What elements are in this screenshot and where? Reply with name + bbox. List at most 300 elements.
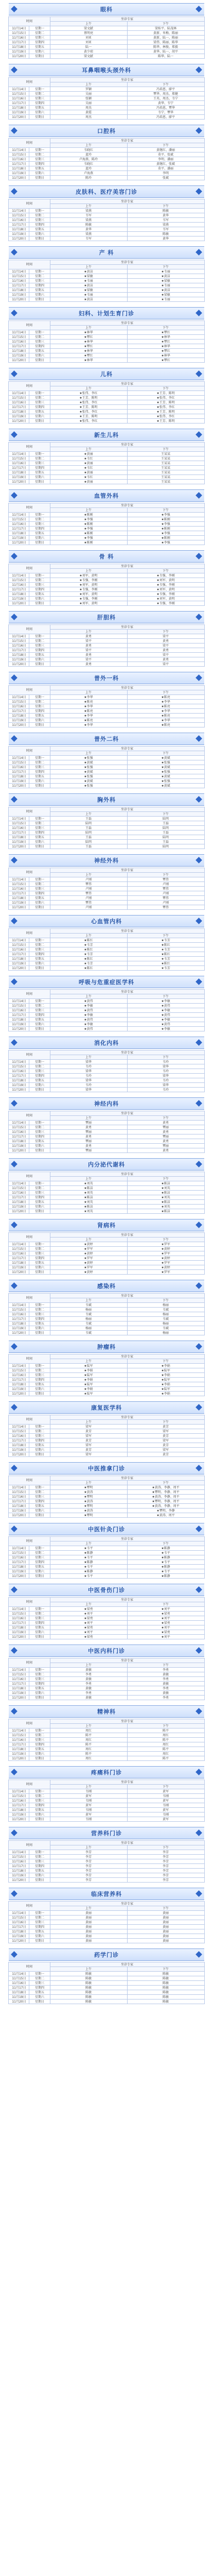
morning-expert-cell: ★黄伟 bbox=[50, 999, 127, 1004]
afternoon-expert-cell: ★韦丽 bbox=[127, 297, 204, 302]
date-cell: 11月16日 bbox=[9, 704, 29, 709]
weekday-cell: 星期三 bbox=[29, 1373, 50, 1378]
table-row bbox=[9, 1452, 204, 1457]
afternoon-expert-cell: 陈敏 bbox=[127, 232, 204, 236]
afternoon-expert-cell: ★梁敏 bbox=[127, 279, 204, 283]
weekday-cell: 星期日 bbox=[29, 540, 50, 545]
expert-column-header: 坐诊专家 bbox=[50, 1354, 204, 1359]
weekday-cell: 星期一 bbox=[29, 1668, 50, 1672]
table-row bbox=[9, 1434, 204, 1438]
date-cell: 11月17日 bbox=[9, 1013, 29, 1018]
morning-expert-cell: 李芳 bbox=[50, 1864, 127, 1869]
morning-expert-cell: 蔡明亮 bbox=[50, 31, 127, 36]
morning-expert-cell: ★张伟、李红 bbox=[50, 410, 127, 414]
afternoon-expert-cell: 韦玲 bbox=[127, 1078, 204, 1083]
morning-expert-cell: 黄芳 bbox=[50, 1438, 127, 1443]
morning-expert-cell: 韦斌 bbox=[50, 1321, 127, 1326]
department-title: 精神科 bbox=[9, 1705, 204, 1718]
department-title: 产 科 bbox=[9, 246, 204, 259]
morning-header: 上午 bbox=[50, 22, 127, 26]
afternoon-expert-cell: ★覃明、李静、周平 bbox=[127, 1499, 204, 1504]
afternoon-expert-cell: 覃伟 bbox=[127, 905, 204, 910]
header-row bbox=[9, 868, 204, 873]
date-cell: 11月20日 bbox=[9, 236, 29, 241]
morning-expert-cell: ★林华 bbox=[50, 330, 127, 335]
date-cell: 11月16日 bbox=[9, 218, 29, 223]
date-cell: 11月19日 bbox=[9, 657, 29, 662]
date-column-header: 时间 bbox=[9, 625, 50, 634]
schedule-table bbox=[8, 1719, 204, 1761]
table-row bbox=[9, 1265, 204, 1270]
morning-expert-cell: 陈敏 bbox=[50, 1976, 127, 1981]
morning-expert-cell: 覃丽 bbox=[50, 1139, 127, 1144]
date-cell: 11月16日 bbox=[9, 1495, 29, 1499]
table-row bbox=[9, 784, 204, 788]
table-row bbox=[9, 1859, 204, 1864]
weekday-cell: 星期四 bbox=[29, 952, 50, 957]
date-cell: 11月16日 bbox=[9, 1616, 29, 1621]
weekday-cell: 星期六 bbox=[29, 657, 50, 662]
weekday-cell: 星期六 bbox=[29, 232, 50, 236]
department-title: 肝胆科 bbox=[9, 611, 204, 623]
weekday-cell: 星期二 bbox=[29, 31, 50, 36]
date-cell: 11月14日 bbox=[9, 87, 29, 92]
date-cell: 11月20日 bbox=[9, 1452, 29, 1457]
schedule-table bbox=[8, 1293, 204, 1335]
date-cell: 11月15日 bbox=[9, 213, 29, 218]
afternoon-expert-cell: 黄丽 bbox=[127, 1934, 204, 1939]
morning-header: 上午 bbox=[50, 690, 127, 695]
date-cell: 11月18日 bbox=[9, 45, 29, 49]
date-cell: 11月19日 bbox=[9, 475, 29, 480]
weekday-cell: 星期日 bbox=[29, 1392, 50, 1396]
weekday-cell: 星期六 bbox=[29, 1265, 50, 1270]
date-cell: 11月14日 bbox=[9, 1121, 29, 1125]
morning-expert-cell: 梁军 bbox=[50, 1443, 127, 1448]
weekday-cell: 星期五 bbox=[29, 227, 50, 232]
date-cell: 11月20日 bbox=[9, 784, 29, 788]
afternoon-expert-cell: ★刘军、黄明 bbox=[127, 587, 204, 592]
afternoon-expert-cell: 黄丽 bbox=[127, 1929, 204, 1934]
weekday-cell: 星期一 bbox=[29, 1485, 50, 1490]
morning-expert-cell: ★李华 bbox=[50, 704, 127, 709]
schedule-table bbox=[8, 564, 204, 606]
date-cell: 11月14日 bbox=[9, 1972, 29, 1976]
afternoon-expert-cell: 王某某 bbox=[127, 456, 204, 461]
weekday-cell: 星期日 bbox=[29, 1878, 50, 1883]
department-title: 胸外科 bbox=[9, 793, 204, 806]
weekday-cell: 星期五 bbox=[29, 1018, 50, 1022]
weekday-cell: 星期日 bbox=[29, 905, 50, 910]
morning-expert-cell: ★黄丽 bbox=[50, 461, 127, 466]
morning-expert-cell: ★张伟、李红 bbox=[50, 400, 127, 405]
morning-expert-cell: ★陈静 bbox=[50, 1551, 127, 1555]
table-row bbox=[9, 1448, 204, 1452]
morning-expert-cell: ★韦红 bbox=[50, 475, 127, 480]
table-row bbox=[9, 573, 204, 578]
table-row bbox=[9, 835, 204, 840]
schedule-table bbox=[8, 16, 204, 59]
table-row bbox=[9, 634, 204, 639]
afternoon-expert-cell: ★刘英 bbox=[127, 1195, 204, 1200]
date-cell: 11月17日 bbox=[9, 770, 29, 774]
table-row bbox=[9, 882, 204, 887]
department-title: 康复医学科 bbox=[9, 1401, 204, 1414]
table-row bbox=[9, 779, 204, 784]
table-row bbox=[9, 1499, 204, 1504]
morning-header: 上午 bbox=[50, 204, 127, 209]
afternoon-expert-cell: 陈敏 bbox=[127, 1972, 204, 1976]
date-cell: 11月20日 bbox=[9, 1027, 29, 1031]
morning-expert-cell: ★李娟 bbox=[50, 1368, 127, 1373]
table-row bbox=[9, 1574, 204, 1579]
afternoon-expert-cell: 冯培恩、廖平 bbox=[127, 115, 204, 120]
table-row bbox=[9, 1920, 204, 1925]
date-cell: 11月20日 bbox=[9, 358, 29, 363]
morning-header: 上午 bbox=[50, 143, 127, 148]
date-cell: 11月14日 bbox=[9, 634, 29, 639]
afternoon-expert-cell: 梁华 bbox=[127, 1064, 204, 1069]
header-row bbox=[9, 1598, 204, 1602]
morning-expert-cell: 覃丽 bbox=[50, 1121, 127, 1125]
date-cell: 11月17日 bbox=[9, 1986, 29, 1990]
afternoon-expert-cell: 梁平 bbox=[127, 634, 204, 639]
morning-expert-cell: ★黄伟 bbox=[50, 1018, 127, 1022]
morning-expert-cell: ★王芳、陈明 bbox=[50, 414, 127, 419]
expert-column-header: 坐诊专家 bbox=[50, 1476, 204, 1481]
morning-expert-cell: ★陈红 bbox=[50, 938, 127, 943]
date-cell: 11月14日 bbox=[9, 513, 29, 517]
afternoon-expert-cell: 陈平 bbox=[127, 1738, 204, 1742]
afternoon-expert-cell: ★罗军 bbox=[127, 1261, 204, 1265]
morning-expert-cell: ★覃红 bbox=[50, 353, 127, 358]
weekday-cell: 星期二 bbox=[29, 1308, 50, 1312]
afternoon-expert-cell: 黄军 bbox=[127, 1799, 204, 1803]
table-row bbox=[9, 1326, 204, 1331]
morning-expert-cell: ★黄洁 bbox=[50, 269, 127, 274]
afternoon-expert-cell: ★李敏 bbox=[127, 999, 204, 1004]
weekday-cell: 星期二 bbox=[29, 1672, 50, 1677]
date-cell: 11月20日 bbox=[9, 540, 29, 545]
weekday-cell: 星期一 bbox=[29, 1181, 50, 1186]
morning-expert-cell: ★覃红 bbox=[50, 344, 127, 349]
date-cell: 11月15日 bbox=[9, 760, 29, 765]
table-row bbox=[9, 1808, 204, 1812]
weekday-cell: 星期三 bbox=[29, 400, 50, 405]
date-column-header: 时间 bbox=[9, 443, 50, 452]
morning-expert-cell: 梁华 bbox=[50, 1069, 127, 1074]
afternoon-expert-cell: 陈敏 bbox=[127, 209, 204, 213]
weekday-cell: 星期二 bbox=[29, 152, 50, 157]
afternoon-expert-cell: ★韦芳 bbox=[127, 966, 204, 971]
weekday-cell: 星期四 bbox=[29, 1925, 50, 1929]
afternoon-expert-cell: 梁华 bbox=[127, 1074, 204, 1078]
afternoon-expert-cell: ★陈静 bbox=[127, 1574, 204, 1579]
weekday-cell: 星期日 bbox=[29, 1939, 50, 1943]
afternoon-expert-cell: ★刘英 bbox=[127, 1186, 204, 1191]
morning-expert-cell: 黄军 bbox=[50, 1812, 127, 1817]
table-row bbox=[9, 1752, 204, 1756]
morning-expert-cell: ★覃明 bbox=[50, 1504, 127, 1509]
expert-column-header: 坐诊专家 bbox=[50, 1598, 204, 1602]
morning-expert-cell: 韦晓红 bbox=[50, 148, 127, 152]
weekday-cell: 星期五 bbox=[29, 166, 50, 171]
morning-header: 上午 bbox=[50, 630, 127, 634]
date-column-header: 时间 bbox=[9, 139, 50, 148]
afternoon-expert-cell: ★李娟 bbox=[127, 1382, 204, 1387]
weekday-cell: 星期四 bbox=[29, 527, 50, 531]
date-cell: 11月14日 bbox=[9, 1546, 29, 1551]
afternoon-expert-cell: ★黄婷 bbox=[127, 1256, 204, 1261]
table-row bbox=[9, 831, 204, 835]
weekday-cell: 星期二 bbox=[29, 213, 50, 218]
date-cell: 11月18日 bbox=[9, 714, 29, 718]
morning-expert-cell: ★陈亮 bbox=[50, 709, 127, 714]
date-cell: 11月19日 bbox=[9, 1387, 29, 1392]
table-row bbox=[9, 1916, 204, 1920]
morning-expert-cell: ★韦强、李刚 bbox=[50, 578, 127, 583]
morning-expert-cell: ★韦芳 bbox=[50, 961, 127, 966]
morning-header: 上午 bbox=[50, 1785, 127, 1789]
afternoon-expert-cell: ★韦芳 bbox=[127, 957, 204, 961]
morning-expert-cell: ★覃红 bbox=[50, 335, 127, 340]
afternoon-header: 下午 bbox=[127, 204, 204, 209]
afternoon-expert-cell: ★陈亮 bbox=[127, 695, 204, 700]
morning-header: 上午 bbox=[50, 812, 127, 817]
department-title: 口腔科 bbox=[9, 125, 204, 137]
morning-expert-cell: 周红 bbox=[50, 1728, 127, 1733]
weekday-cell: 星期日 bbox=[29, 176, 50, 180]
morning-expert-cell: 周红 bbox=[50, 1756, 127, 1761]
morning-expert-cell: ★黄丽 bbox=[50, 470, 127, 475]
afternoon-expert-cell: 黄华、陆一、胡平 bbox=[127, 49, 204, 54]
afternoon-expert-cell: 陈平 bbox=[127, 1756, 204, 1761]
table-row bbox=[9, 1612, 204, 1616]
header-row bbox=[9, 1415, 204, 1420]
department-title: 肾病科 bbox=[9, 1219, 204, 1231]
weekday-cell: 星期一 bbox=[29, 452, 50, 456]
afternoon-expert-cell: 梁军 bbox=[127, 1429, 204, 1434]
afternoon-expert-cell: ★陈静 bbox=[127, 1555, 204, 1560]
department-section bbox=[0, 793, 213, 849]
morning-expert-cell: ★李娟 bbox=[50, 1387, 127, 1392]
afternoon-expert-cell: 覃华、周杰、郑健 bbox=[127, 92, 204, 96]
morning-header: 上午 bbox=[50, 1055, 127, 1060]
date-cell: 11月19日 bbox=[9, 1448, 29, 1452]
table-row bbox=[9, 353, 204, 358]
table-row bbox=[9, 1607, 204, 1612]
afternoon-expert-cell: 卢刚 bbox=[127, 882, 204, 887]
afternoon-header: 下午 bbox=[127, 873, 204, 877]
table-row bbox=[9, 840, 204, 844]
afternoon-expert-cell: ★刘平 bbox=[127, 1635, 204, 1639]
weekday-cell: 星期三 bbox=[29, 765, 50, 770]
weekday-cell: 星期一 bbox=[29, 1425, 50, 1429]
weekday-cell: 星期六 bbox=[29, 1873, 50, 1878]
morning-header: 上午 bbox=[50, 1116, 127, 1121]
afternoon-expert-cell: ★覃明、李静 bbox=[127, 1509, 204, 1513]
morning-header: 上午 bbox=[50, 508, 127, 513]
schedule-table bbox=[8, 503, 204, 545]
date-cell: 11月15日 bbox=[9, 1794, 29, 1799]
afternoon-expert-cell: ★李强 bbox=[127, 522, 204, 527]
table-row bbox=[9, 1195, 204, 1200]
table-row bbox=[9, 1999, 204, 2004]
afternoon-expert-cell: 杨丽 bbox=[127, 1321, 204, 1326]
table-row bbox=[9, 232, 204, 236]
date-cell: 11月17日 bbox=[9, 283, 29, 288]
afternoon-expert-cell: 王某某 bbox=[127, 470, 204, 475]
weekday-cell: 星期一 bbox=[29, 999, 50, 1004]
table-row bbox=[9, 770, 204, 774]
date-cell: 11月17日 bbox=[9, 1742, 29, 1747]
schedule-table bbox=[8, 320, 204, 363]
afternoon-header: 下午 bbox=[127, 1481, 204, 1485]
table-row bbox=[9, 1560, 204, 1565]
weekday-cell: 星期五 bbox=[29, 1139, 50, 1144]
table-row bbox=[9, 714, 204, 718]
afternoon-expert-cell: ★黄涛、李静、周平 bbox=[127, 1504, 204, 1509]
table-row bbox=[9, 1850, 204, 1855]
date-cell: 11月20日 bbox=[9, 1878, 29, 1883]
date-cell: 11月17日 bbox=[9, 1621, 29, 1625]
afternoon-expert-cell: ★黄洁 bbox=[127, 288, 204, 293]
date-cell: 11月18日 bbox=[9, 106, 29, 110]
table-row bbox=[9, 1378, 204, 1382]
date-cell: 11月14日 bbox=[9, 573, 29, 578]
weekday-cell: 星期二 bbox=[29, 1551, 50, 1555]
weekday-cell: 星期四 bbox=[29, 587, 50, 592]
morning-expert-cell: ★林华 bbox=[50, 358, 127, 363]
date-cell: 11月19日 bbox=[9, 1934, 29, 1939]
schedule-table bbox=[8, 199, 204, 241]
afternoon-expert-cell: ★林华 bbox=[127, 353, 204, 358]
morning-expert-cell: ★黄涛 bbox=[50, 1509, 127, 1513]
department-section bbox=[0, 1766, 213, 1822]
morning-header: 上午 bbox=[50, 1845, 127, 1850]
afternoon-expert-cell: ★黄伟 bbox=[127, 1004, 204, 1008]
date-cell: 11月19日 bbox=[9, 718, 29, 723]
date-cell: 11月15日 bbox=[9, 274, 29, 279]
expert-column-header: 坐诊专家 bbox=[50, 382, 204, 386]
morning-expert-cell: 罗颖 bbox=[50, 87, 127, 92]
weekday-cell: 星期日 bbox=[29, 1270, 50, 1275]
morning-expert-cell: 韦刚 bbox=[50, 1789, 127, 1794]
date-cell: 11月16日 bbox=[9, 1920, 29, 1925]
date-column-header: 时间 bbox=[9, 747, 50, 756]
header-row bbox=[9, 321, 204, 326]
header-row bbox=[9, 1050, 204, 1055]
weekday-cell: 星期四 bbox=[29, 283, 50, 288]
date-cell: 11月19日 bbox=[9, 293, 29, 297]
table-row bbox=[9, 1565, 204, 1569]
table-row bbox=[9, 279, 204, 283]
afternoon-header: 下午 bbox=[127, 630, 204, 634]
weekday-cell: 星期四 bbox=[29, 1742, 50, 1747]
afternoon-expert-cell: 韦宁、覃华 bbox=[127, 110, 204, 115]
table-row bbox=[9, 957, 204, 961]
table-row bbox=[9, 176, 204, 180]
date-cell: 11月14日 bbox=[9, 1181, 29, 1186]
table-row bbox=[9, 1060, 204, 1064]
morning-expert-cell: 梁平 bbox=[50, 648, 127, 653]
weekday-cell: 星期三 bbox=[29, 1008, 50, 1013]
date-cell: 11月19日 bbox=[9, 1752, 29, 1756]
expert-column-header: 坐诊专家 bbox=[50, 1902, 204, 1906]
header-row bbox=[9, 382, 204, 386]
weekday-cell: 星期六 bbox=[29, 1691, 50, 1696]
morning-expert-cell: ★黄斌 bbox=[50, 779, 127, 784]
date-column-header: 时间 bbox=[9, 78, 50, 87]
date-cell: 11月15日 bbox=[9, 943, 29, 947]
morning-expert-cell: 黄勇 bbox=[50, 662, 127, 667]
afternoon-expert-cell: 陈敏 bbox=[127, 1990, 204, 1995]
schedule-table bbox=[8, 381, 204, 423]
morning-expert-cell: 杨丽 bbox=[50, 1308, 127, 1312]
afternoon-expert-cell: 陆明 bbox=[127, 844, 204, 849]
weekday-cell: 星期三 bbox=[29, 522, 50, 527]
table-row bbox=[9, 1546, 204, 1551]
weekday-cell: 星期六 bbox=[29, 353, 50, 358]
date-cell: 11月17日 bbox=[9, 587, 29, 592]
expert-column-header: 坐诊专家 bbox=[50, 747, 204, 751]
afternoon-expert-cell: 杨丽 bbox=[127, 1331, 204, 1335]
morning-expert-cell: 黄丽 bbox=[50, 1939, 127, 1943]
date-cell: 11月18日 bbox=[9, 1382, 29, 1387]
morning-expert-cell: ★陈亮 bbox=[50, 718, 127, 723]
afternoon-expert-cell: 李芳 bbox=[127, 1859, 204, 1864]
weekday-cell: 星期二 bbox=[29, 943, 50, 947]
weekday-cell: 星期三 bbox=[29, 1434, 50, 1438]
weekday-cell: 星期二 bbox=[29, 1429, 50, 1434]
afternoon-expert-cell: ★张伟、李红 bbox=[127, 405, 204, 410]
morning-expert-cell: 覃丽 bbox=[50, 1130, 127, 1134]
afternoon-expert-cell: 李芳 bbox=[127, 1855, 204, 1859]
afternoon-expert-cell: 周红 bbox=[127, 1752, 204, 1756]
morning-expert-cell: 梁军 bbox=[50, 1425, 127, 1429]
morning-expert-cell: ★陈刚 bbox=[50, 531, 127, 536]
morning-expert-cell: ★王芳、陈明 bbox=[50, 396, 127, 400]
weekday-cell: 星期五 bbox=[29, 1078, 50, 1083]
afternoon-expert-cell: 梁燕 bbox=[127, 223, 204, 227]
table-row bbox=[9, 877, 204, 882]
weekday-cell: 星期四 bbox=[29, 1195, 50, 1200]
afternoon-expert-cell: ★王芳、陈明 bbox=[127, 419, 204, 423]
schedule-table bbox=[8, 1354, 204, 1396]
morning-expert-cell: ★刘英 bbox=[50, 1200, 127, 1205]
department-section bbox=[0, 185, 213, 241]
date-cell: 11月16日 bbox=[9, 1555, 29, 1560]
morning-expert-cell: ★韦强、李刚 bbox=[50, 597, 127, 601]
weekday-cell: 星期一 bbox=[29, 1972, 50, 1976]
date-cell: 11月17日 bbox=[9, 1864, 29, 1869]
afternoon-expert-cell: 李勇 bbox=[127, 1696, 204, 1700]
table-row bbox=[9, 209, 204, 213]
weekday-cell: 星期日 bbox=[29, 1635, 50, 1639]
table-row bbox=[9, 87, 204, 92]
morning-expert-cell: ★陈亮 bbox=[50, 700, 127, 704]
weekday-cell: 星期一 bbox=[29, 695, 50, 700]
table-row bbox=[9, 1308, 204, 1312]
table-row bbox=[9, 1799, 204, 1803]
afternoon-expert-cell: 梁华 bbox=[127, 1083, 204, 1088]
morning-expert-cell: 黄丽 bbox=[50, 1934, 127, 1939]
weekday-cell: 星期二 bbox=[29, 821, 50, 826]
date-cell: 11月19日 bbox=[9, 1995, 29, 1999]
schedule-table bbox=[8, 868, 204, 910]
morning-expert-cell: 梁燕 bbox=[50, 218, 127, 223]
table-row bbox=[9, 1022, 204, 1027]
